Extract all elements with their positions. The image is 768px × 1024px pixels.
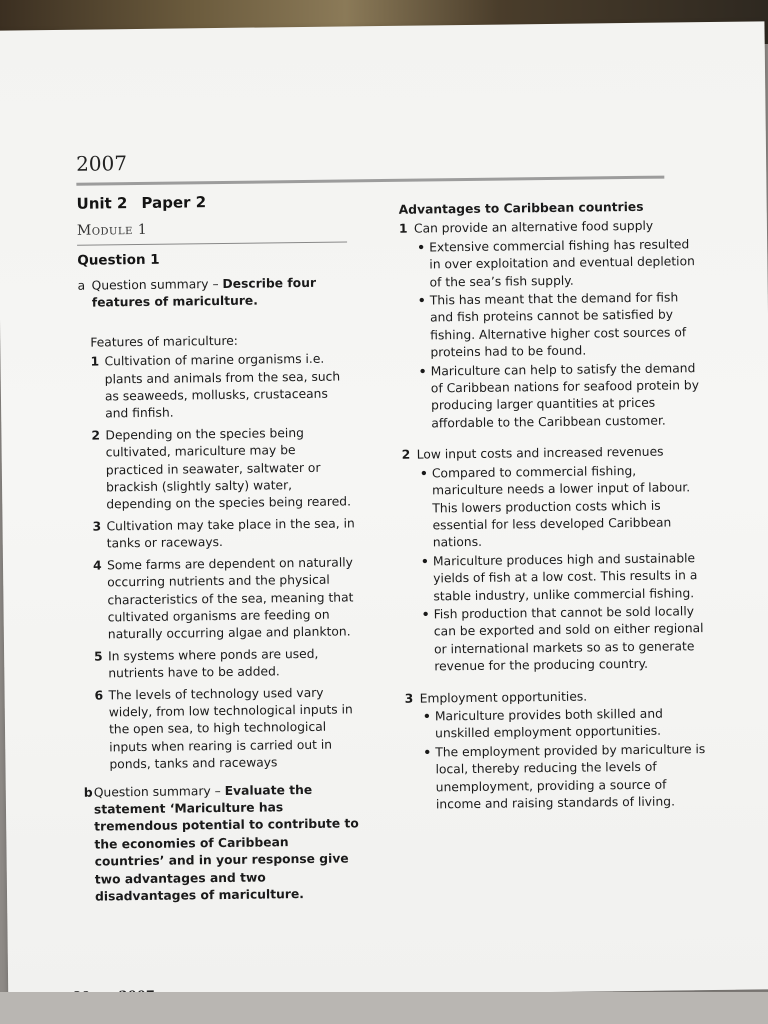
left-column: [78, 274, 361, 906]
feature-item: [90, 351, 354, 424]
advantage-bullets: [417, 236, 706, 433]
bullet-point: [419, 360, 707, 433]
bullet-icon: •: [419, 466, 428, 481]
bullet-text: Compared to commercial fishing, mariculture needs a lower input of labour. This lowers production costs which is essential for less developed Caribbean nations.: [431, 463, 691, 550]
document-page: [0, 21, 768, 998]
advantage-number: 2: [401, 447, 411, 463]
feature-number: 2: [91, 428, 101, 443]
bullet-point: [420, 462, 708, 553]
header-rule: [76, 176, 664, 186]
feature-item: [94, 645, 357, 683]
feature-number: 6: [94, 687, 104, 703]
bullet-text: Mariculture provides both skilled and unskilled employment opportunities.: [434, 706, 663, 741]
feature-text: Some farms are dependent on naturally occurring nutrients and the physical characteristics of the sea, meaning that cultivated organisms are feeding on naturally occurring algae and plankton.: [106, 555, 354, 642]
bullet-point: [423, 741, 711, 814]
bullet-text: Mariculture produces high and sustainable yields of fish at a low cost. This results in a stable industry, unlike commercial fishing.: [432, 550, 698, 603]
feature-number: 4: [92, 558, 102, 573]
question-b-prompt: Evaluate the statement ‘Mariculture has tremendous potential to contribute to the economies of Caribbean countries’ and in your response give two advantages and two disadvantages of mariculture.: [93, 782, 359, 904]
bullet-icon: •: [422, 709, 431, 724]
bullet-point: [423, 705, 710, 743]
feature-number: 1: [90, 354, 100, 369]
feature-text: Cultivation of marine organisms i.e. plants and animals from the sea, such as seaweeds, mollusks, crustaceans and finfish.: [104, 351, 341, 421]
module-heading: Module 1: [76, 221, 148, 239]
features-heading: Features of mariculture:: [90, 333, 238, 350]
page-year-heading: 2007: [75, 151, 128, 176]
advantage-number: 3: [404, 691, 414, 706]
question-a-text: [92, 274, 353, 312]
question-b-summary: [84, 781, 360, 906]
question-b-prefix: Question summary –: [93, 783, 225, 800]
advantage-title: Can provide an alternative food supply: [413, 219, 654, 237]
bullet-icon: •: [417, 240, 426, 255]
feature-number: 5: [94, 649, 103, 664]
advantages-heading: Advantages to Caribbean countries: [398, 199, 644, 217]
unit-heading: [76, 193, 206, 213]
feature-text: Cultivation may take place in the sea, in tanks or raceways.: [106, 516, 355, 551]
bullet-icon: •: [421, 607, 430, 622]
bullet-text: This has meant that the demand for fish and fish proteins cannot be satisfied by fishing. Alternative higher cost sources of proteins had to be found.: [429, 290, 687, 360]
bullet-point: [418, 289, 706, 362]
bullet-text: Fish production that cannot be sold locally can be exported and sold on either regional or international markets so as to generate revenue for the producing country.: [433, 604, 704, 674]
unit-label: Unit 2: [76, 194, 128, 213]
advantage-item: [405, 687, 711, 815]
advantage-item: [399, 217, 707, 433]
advantage-title: Employment opportunities.: [419, 689, 588, 706]
module-rule: [77, 241, 347, 245]
question-a-summary: [78, 274, 353, 312]
bullet-point: [421, 550, 709, 606]
bullet-icon: •: [423, 745, 432, 760]
bullet-text: Extensive commercial fishing has resulted in over exploitation and eventual depletion of the sea’s fish supply.: [429, 237, 695, 290]
advantage-bullets: [420, 462, 710, 676]
background-surface-bottom: [0, 992, 768, 1024]
paper-label: Paper 2: [141, 193, 207, 212]
question-heading: Question 1: [77, 251, 160, 269]
question-a-marker: a: [77, 278, 86, 293]
question-a-prefix: Question summary –: [91, 276, 223, 293]
feature-text: Depending on the species being cultivated, mariculture may be practiced in seawater, saltwater or brackish (slightly salty) water, depending on the species being reared.: [105, 425, 352, 512]
feature-item: [91, 424, 355, 514]
feature-text: In systems where ponds are used, nutrients have to be added.: [108, 646, 319, 681]
question-b-text: [94, 781, 360, 906]
bullet-icon: •: [417, 293, 426, 308]
feature-item: [92, 515, 355, 553]
feature-item: [95, 684, 359, 774]
bullet-text: Mariculture can help to satisfy the demand of Caribbean nations for seafood protein by producing larger quantities at prices affordable to the Caribbean customer.: [430, 360, 700, 431]
advantage-bullets: [423, 705, 711, 814]
question-a-prompt: Describe four features of mariculture.: [91, 275, 317, 310]
feature-text: The levels of technology used vary widely, from low technological inputs in the open sea, to high technological inputs when rearing is carried out in ponds, tanks and raceways: [108, 685, 353, 772]
advantage-title-row: [402, 443, 707, 464]
advantage-title: Low input costs and increased revenues: [416, 444, 664, 462]
bullet-point: [422, 603, 710, 676]
advantage-number: 1: [398, 222, 408, 237]
advantage-title-row: [405, 687, 710, 708]
bullet-text: The employment provided by mariculture is local, thereby reducing the levels of unemployment, providing a source of income and raising standards of living.: [435, 741, 706, 812]
features-list: [90, 351, 358, 775]
bullet-point: [417, 236, 705, 292]
feature-number: 3: [92, 519, 102, 534]
advantage-item: [402, 443, 710, 676]
bullet-icon: •: [420, 554, 429, 569]
bullet-icon: •: [418, 364, 427, 379]
question-b-marker: b: [83, 785, 93, 800]
feature-item: [93, 554, 357, 644]
right-column: [399, 198, 711, 814]
